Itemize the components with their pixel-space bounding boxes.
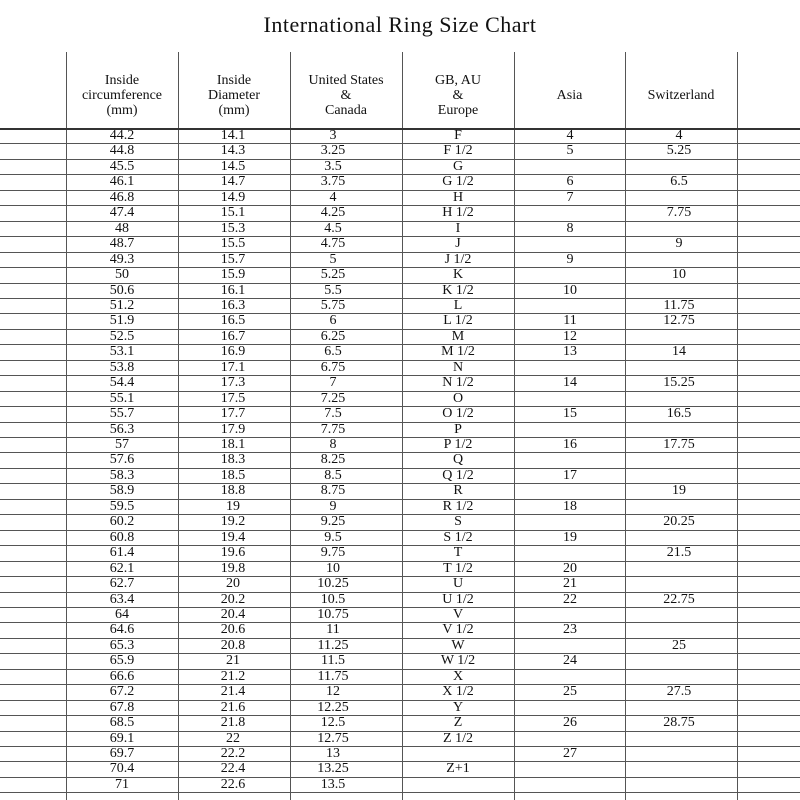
cell-switzerland: 22.75 (663, 592, 695, 607)
cell-gb-au-europe: K (452, 267, 464, 282)
cell-us-canada: 10.75 (317, 607, 349, 622)
cell-gb-au-europe: W 1/2 (440, 653, 476, 668)
cell-circumference: 50 (115, 267, 129, 282)
cell-circumference: 53.1 (109, 344, 135, 359)
cell-circumference: 45.5 (109, 159, 135, 174)
cell-us-canada: 5 (329, 252, 337, 267)
header-diameter (178, 62, 290, 128)
cell-gb-au-europe: T 1/2 (443, 561, 473, 576)
cell-asia: 22 (563, 592, 577, 607)
cell-gb-au-europe: L (453, 298, 463, 313)
cell-gb-au-europe: S 1/2 (443, 530, 473, 545)
cell-circumference: 50.6 (109, 283, 135, 298)
header-line: Inside (104, 72, 140, 88)
cell-diameter: 18.1 (220, 437, 246, 452)
cell-gb-au-europe: O (452, 391, 464, 406)
cell-asia: 16 (563, 437, 577, 452)
cell-us-canada: 12 (326, 684, 340, 699)
header-line: (mm) (218, 102, 250, 118)
cell-gb-au-europe: X 1/2 (442, 684, 474, 699)
cell-us-canada: 7 (329, 375, 337, 390)
cell-asia: 7 (566, 190, 574, 205)
header-gb-au-europe (402, 62, 514, 128)
cell-circumference: 65.9 (109, 653, 135, 668)
cell-gb-au-europe: H (452, 190, 464, 205)
cell-gb-au-europe: S (454, 514, 462, 529)
cell-us-canada: 6.25 (320, 329, 346, 344)
cell-circumference: 46.1 (109, 174, 135, 189)
cell-diameter: 20.6 (220, 622, 246, 637)
cell-circumference: 66.6 (109, 669, 135, 684)
cell-us-canada: 4.75 (320, 236, 346, 251)
column-divider (625, 52, 626, 800)
cell-diameter: 21.6 (220, 700, 246, 715)
cell-diameter: 14.3 (220, 143, 246, 158)
cell-gb-au-europe: Y (452, 700, 464, 715)
cell-diameter: 15.1 (220, 205, 246, 220)
header-line: Asia (556, 87, 583, 103)
cell-circumference: 44.2 (109, 128, 135, 143)
cell-circumference: 60.8 (109, 530, 135, 545)
cell-asia: 5 (566, 143, 574, 158)
cell-diameter: 18.8 (220, 483, 246, 498)
cell-diameter: 16.5 (220, 313, 246, 328)
cell-diameter: 21.4 (220, 684, 246, 699)
cell-circumference: 48.7 (109, 236, 135, 251)
cell-diameter: 16.1 (220, 283, 246, 298)
cell-diameter: 20.8 (220, 638, 246, 653)
cell-asia: 6 (566, 174, 574, 189)
cell-circumference: 56.3 (109, 422, 135, 437)
header-line: & (452, 87, 464, 103)
cell-gb-au-europe: G 1/2 (442, 174, 474, 189)
cell-diameter: 15.9 (220, 267, 246, 282)
cell-diameter: 22 (226, 731, 240, 746)
cell-gb-au-europe: P (454, 422, 462, 437)
header-line: circumference (81, 87, 163, 103)
cell-us-canada: 9 (329, 499, 337, 514)
cell-us-canada: 3 (329, 128, 337, 143)
cell-circumference: 57.6 (109, 452, 135, 467)
cell-diameter: 20.2 (220, 592, 246, 607)
cell-gb-au-europe: Z (453, 715, 463, 730)
cell-gb-au-europe: R 1/2 (442, 499, 474, 514)
cell-circumference: 55.7 (109, 406, 135, 421)
cell-us-canada: 7.25 (320, 391, 346, 406)
cell-circumference: 64 (115, 607, 129, 622)
cell-us-canada: 11.5 (321, 653, 345, 668)
cell-asia: 26 (563, 715, 577, 730)
cell-diameter: 16.9 (220, 344, 246, 359)
cell-diameter: 16.7 (220, 329, 246, 344)
cell-circumference: 70.4 (109, 761, 135, 776)
cell-asia: 4 (566, 128, 574, 143)
cell-asia: 17 (563, 468, 577, 483)
cell-us-canada: 5.75 (320, 298, 346, 313)
cell-switzerland: 6.5 (670, 174, 688, 189)
cell-asia: 21 (563, 576, 577, 591)
column-divider (66, 52, 67, 800)
cell-diameter: 16.3 (220, 298, 246, 313)
cell-us-canada: 4 (329, 190, 337, 205)
cell-diameter: 14.1 (220, 128, 246, 143)
header-line: Diameter (207, 87, 261, 103)
header-line: Canada (325, 102, 367, 118)
cell-asia: 24 (563, 653, 577, 668)
cell-circumference: 52.5 (109, 329, 135, 344)
column-divider (737, 52, 738, 800)
cell-circumference: 51.9 (109, 313, 135, 328)
cell-gb-au-europe: K 1/2 (442, 283, 474, 298)
cell-us-canada: 4.25 (320, 205, 346, 220)
cell-diameter: 17.9 (220, 422, 246, 437)
chart-title: International Ring Size Chart (263, 12, 537, 37)
header-line: & (340, 87, 352, 103)
cell-switzerland: 9 (675, 236, 683, 251)
cell-us-canada: 3.75 (320, 174, 346, 189)
cell-us-canada: 3.5 (324, 159, 342, 174)
cell-us-canada: 10.25 (317, 576, 349, 591)
cell-circumference: 67.8 (109, 700, 135, 715)
cell-circumference: 69.7 (109, 746, 135, 761)
cell-asia: 8 (566, 221, 574, 236)
cell-switzerland: 14 (672, 344, 686, 359)
cell-us-canada: 10 (326, 561, 340, 576)
cell-diameter: 17.7 (220, 406, 246, 421)
cell-circumference: 67.2 (109, 684, 135, 699)
cell-gb-au-europe: O 1/2 (442, 406, 474, 421)
cell-circumference: 53.8 (109, 360, 135, 375)
cell-asia: 13 (563, 344, 577, 359)
cell-gb-au-europe: U 1/2 (442, 592, 474, 607)
cell-switzerland: 5.25 (666, 143, 692, 158)
cell-circumference: 71 (115, 777, 129, 792)
cell-gb-au-europe: R (453, 483, 463, 498)
cell-gb-au-europe: Q (452, 452, 464, 467)
cell-circumference: 44.8 (109, 143, 135, 158)
cell-diameter: 22.6 (220, 777, 246, 792)
cell-gb-au-europe: Q 1/2 (442, 468, 474, 483)
cell-gb-au-europe: N (452, 360, 464, 375)
cell-diameter: 18.3 (220, 452, 246, 467)
cell-us-canada: 5.25 (320, 267, 346, 282)
header-line: (mm) (106, 102, 138, 118)
cell-circumference: 57 (115, 437, 129, 452)
cell-circumference: 60.2 (109, 514, 135, 529)
cell-switzerland: 20.25 (663, 514, 695, 529)
cell-gb-au-europe: P 1/2 (443, 437, 473, 452)
cell-us-canada: 6.75 (320, 360, 346, 375)
cell-diameter: 18.5 (220, 468, 246, 483)
cell-us-canada: 11.75 (317, 669, 349, 684)
cell-switzerland: 10 (672, 267, 686, 282)
cell-switzerland: 15.25 (663, 375, 695, 390)
header-line: Inside (216, 72, 252, 88)
cell-gb-au-europe: J (455, 236, 461, 251)
cell-us-canada: 3.25 (320, 143, 346, 158)
cell-diameter: 21.2 (220, 669, 246, 684)
cell-circumference: 54.4 (109, 375, 135, 390)
cell-us-canada: 5.5 (324, 283, 342, 298)
cell-diameter: 19.8 (220, 561, 246, 576)
cell-asia: 12 (563, 329, 577, 344)
cell-gb-au-europe: L 1/2 (443, 313, 473, 328)
cell-asia: 19 (563, 530, 577, 545)
cell-diameter: 15.7 (220, 252, 246, 267)
cell-switzerland: 19 (672, 483, 686, 498)
row-rule (0, 792, 800, 793)
cell-diameter: 17.5 (220, 391, 246, 406)
header-line: United States (308, 72, 384, 88)
cell-switzerland: 27.5 (666, 684, 692, 699)
cell-diameter: 22.2 (220, 746, 246, 761)
cell-circumference: 58.9 (109, 483, 135, 498)
cell-switzerland: 25 (672, 638, 686, 653)
cell-switzerland: 16.5 (666, 406, 692, 421)
cell-diameter: 21.8 (220, 715, 246, 730)
cell-gb-au-europe: Z+1 (446, 761, 470, 776)
cell-us-canada: 13.5 (320, 777, 346, 792)
cell-us-canada: 8 (329, 437, 337, 452)
cell-us-canada: 12.75 (317, 731, 349, 746)
cell-circumference: 55.1 (109, 391, 135, 406)
cell-circumference: 58.3 (109, 468, 135, 483)
cell-circumference: 61.4 (109, 545, 135, 560)
cell-gb-au-europe: T (453, 545, 463, 560)
cell-diameter: 20.4 (220, 607, 246, 622)
cell-us-canada: 12.5 (320, 715, 346, 730)
cell-diameter: 21 (226, 653, 240, 668)
cell-gb-au-europe: Z 1/2 (443, 731, 473, 746)
cell-us-canada: 6.5 (324, 344, 342, 359)
cell-diameter: 15.3 (220, 221, 246, 236)
header-switzerland (625, 62, 737, 128)
cell-diameter: 19.4 (220, 530, 246, 545)
cell-asia: 23 (563, 622, 577, 637)
cell-asia: 15 (563, 406, 577, 421)
cell-diameter: 17.3 (220, 375, 246, 390)
cell-gb-au-europe: V (452, 607, 464, 622)
cell-us-canada: 12.25 (317, 700, 349, 715)
header-line: Europe (437, 102, 479, 118)
cell-gb-au-europe: V 1/2 (442, 622, 474, 637)
cell-asia: 11 (563, 313, 577, 328)
column-divider (178, 52, 179, 800)
cell-us-canada: 13 (326, 746, 340, 761)
cell-switzerland: 17.75 (663, 437, 695, 452)
cell-switzerland: 7.75 (666, 205, 692, 220)
cell-us-canada: 13.25 (317, 761, 349, 776)
cell-switzerland: 11.75 (663, 298, 695, 313)
cell-diameter: 14.9 (220, 190, 246, 205)
cell-circumference: 48 (115, 221, 129, 236)
cell-diameter: 14.7 (220, 174, 246, 189)
cell-diameter: 19 (226, 499, 240, 514)
cell-diameter: 15.5 (220, 236, 246, 251)
cell-asia: 10 (563, 283, 577, 298)
cell-gb-au-europe: M (451, 329, 465, 344)
column-divider (514, 52, 515, 800)
cell-circumference: 62.1 (109, 561, 135, 576)
cell-gb-au-europe: J 1/2 (444, 252, 472, 267)
cell-circumference: 59.5 (109, 499, 135, 514)
cell-asia: 25 (563, 684, 577, 699)
cell-switzerland: 4 (675, 128, 683, 143)
cell-circumference: 47.4 (109, 205, 135, 220)
cell-diameter: 17.1 (220, 360, 246, 375)
cell-circumference: 68.5 (109, 715, 135, 730)
cell-diameter: 14.5 (220, 159, 246, 174)
cell-gb-au-europe: U (452, 576, 464, 591)
header-circumference (66, 62, 178, 128)
cell-us-canada: 8.5 (324, 468, 342, 483)
cell-gb-au-europe: H 1/2 (442, 205, 474, 220)
cell-us-canada: 4.5 (324, 221, 342, 236)
cell-diameter: 20 (226, 576, 240, 591)
cell-us-canada: 11 (326, 622, 340, 637)
cell-diameter: 22.4 (220, 761, 246, 776)
cell-us-canada: 8.75 (320, 483, 346, 498)
cell-gb-au-europe: G (452, 159, 464, 174)
cell-gb-au-europe: W (451, 638, 465, 653)
cell-circumference: 64.6 (109, 622, 135, 637)
cell-us-canada: 9.75 (320, 545, 346, 560)
cell-circumference: 62.7 (109, 576, 135, 591)
cell-us-canada: 8.25 (320, 452, 346, 467)
cell-switzerland: 21.5 (666, 545, 692, 560)
cell-us-canada: 11.25 (317, 638, 349, 653)
cell-circumference: 46.8 (109, 190, 135, 205)
cell-circumference: 49.3 (109, 252, 135, 267)
header-us-canada (290, 62, 402, 128)
cell-us-canada: 7.5 (324, 406, 342, 421)
cell-us-canada: 10.5 (320, 592, 346, 607)
cell-asia: 14 (563, 375, 577, 390)
cell-switzerland: 28.75 (663, 715, 695, 730)
cell-diameter: 19.6 (220, 545, 246, 560)
cell-asia: 18 (563, 499, 577, 514)
cell-gb-au-europe: I (455, 221, 461, 236)
cell-asia: 27 (563, 746, 577, 761)
cell-gb-au-europe: M 1/2 (441, 344, 475, 359)
column-divider (402, 52, 403, 800)
header-line: Switzerland (647, 87, 715, 103)
cell-circumference: 51.2 (109, 298, 135, 313)
cell-gb-au-europe: F 1/2 (443, 143, 473, 158)
cell-asia: 20 (563, 561, 577, 576)
cell-us-canada: 6 (329, 313, 337, 328)
cell-us-canada: 9.25 (320, 514, 346, 529)
cell-gb-au-europe: X (452, 669, 464, 684)
cell-diameter: 19.2 (220, 514, 246, 529)
cell-gb-au-europe: F (454, 128, 462, 143)
cell-gb-au-europe: N 1/2 (442, 375, 474, 390)
header-asia (514, 62, 625, 128)
header-line: GB, AU (435, 72, 481, 88)
cell-us-canada: 9.5 (324, 530, 342, 545)
cell-switzerland: 12.75 (663, 313, 695, 328)
cell-circumference: 65.3 (109, 638, 135, 653)
cell-asia: 9 (566, 252, 574, 267)
cell-circumference: 63.4 (109, 592, 135, 607)
cell-us-canada: 7.75 (320, 422, 346, 437)
cell-circumference: 69.1 (109, 731, 135, 746)
